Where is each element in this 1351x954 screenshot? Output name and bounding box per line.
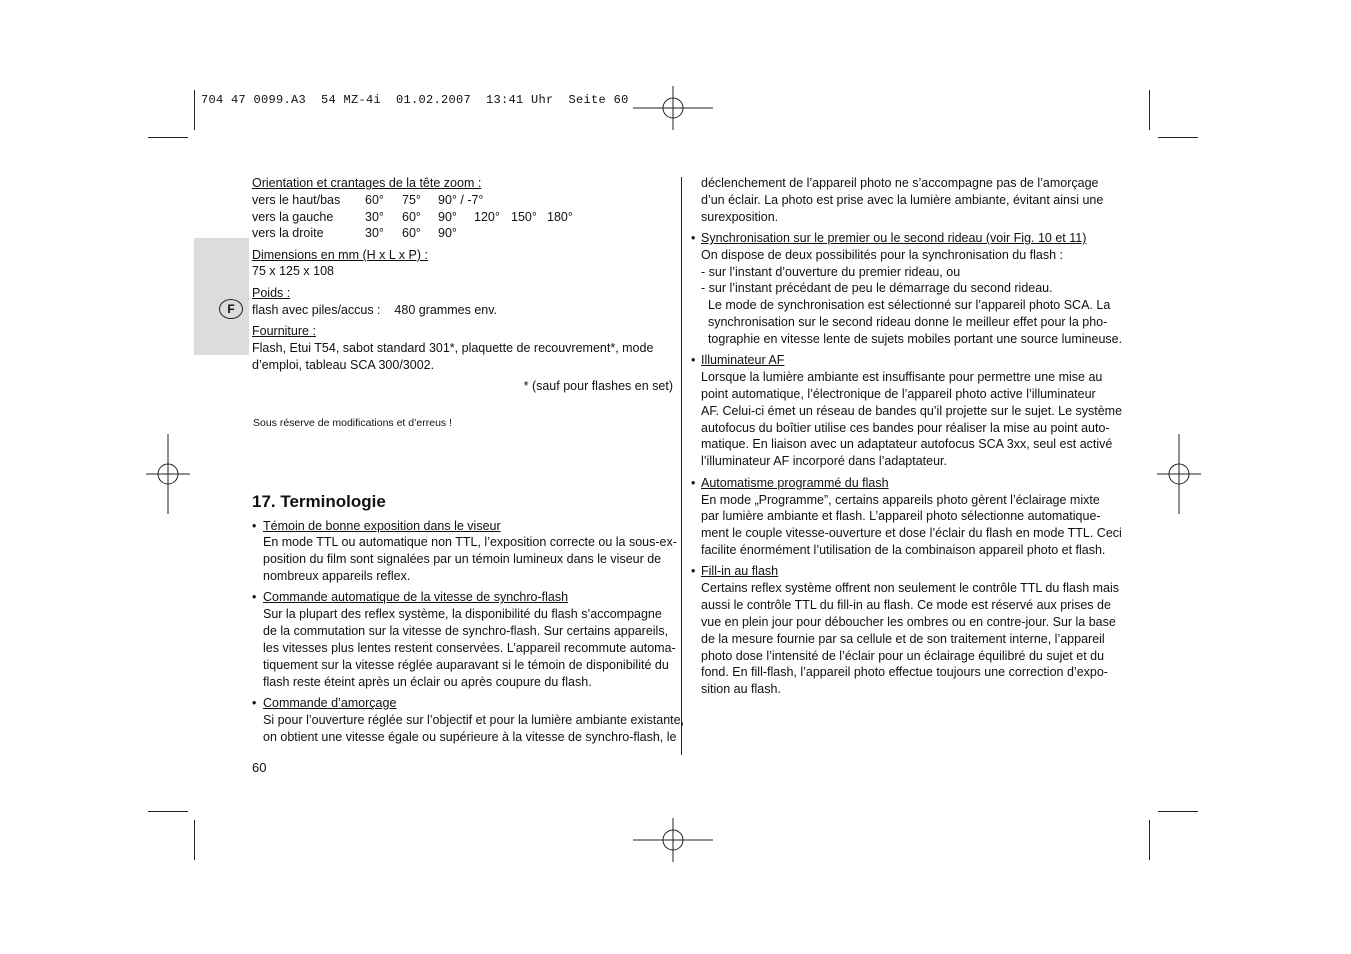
term-line: - sur l’instant précédant de peu le démarrage du second rideau. <box>701 281 1053 295</box>
crop-mark <box>1149 820 1150 860</box>
term-line: l’illuminateur AF incorporé dans l’adaptateur. <box>701 454 947 468</box>
zoom-row-label: vers la gauche <box>252 210 334 224</box>
zoom-title: Orientation et crantages de la tête zoom : <box>252 176 482 190</box>
continued-line: surexposition. <box>701 210 779 224</box>
term-line: tographie en vitesse lente de sujets mobiles portant une source lumineuse. <box>701 332 1123 346</box>
zoom-value: 90° <box>438 226 457 240</box>
footnote: * (sauf pour flashes en set) <box>523 379 673 393</box>
crop-mark <box>1158 137 1198 138</box>
zoom-value: 30° <box>365 210 384 224</box>
print-header: 704 47 0099.A3 54 MZ-4i 01.02.2007 13:41 Uhr Seite 60 <box>201 93 629 107</box>
supply-title: Fourniture : <box>252 324 316 338</box>
term-line: sition au flash. <box>701 682 781 696</box>
zoom-value: 150° <box>511 210 537 224</box>
registration-mark-bottom <box>633 818 713 862</box>
registration-mark-top <box>633 86 713 130</box>
term-line: de la mesure fournie par sa cellule et de son traitement interne, l’appareil <box>701 632 1105 646</box>
bullet: • <box>691 564 696 578</box>
term-line: - sur l’instant d’ouverture du premier rideau, ou <box>701 265 961 279</box>
crop-mark <box>194 820 195 860</box>
term-line: On dispose de deux possibilités pour la synchronisation du flash : <box>701 248 1064 262</box>
term-line: on obtient une vitesse égale ou supérieure à la vitesse de synchro-flash, le <box>263 730 677 744</box>
zoom-value: 90° <box>438 210 457 224</box>
supply-line: d’emploi, tableau SCA 300/3002. <box>252 358 435 372</box>
bullet: • <box>691 353 696 367</box>
term-title: Témoin de bonne exposition dans le viseur <box>263 519 501 533</box>
crop-mark <box>1158 811 1198 812</box>
language-badge: F <box>219 299 243 319</box>
bullet: • <box>691 476 696 490</box>
registration-mark-left <box>146 434 190 514</box>
crop-mark <box>194 90 195 130</box>
zoom-value: 90° / -7° <box>438 193 484 207</box>
term-line: nombreux appareils reflex. <box>263 569 411 583</box>
term-title: Fill-in au flash <box>701 564 779 578</box>
term-line: En mode „Programme”, certains appareils photo gèrent l’éclairage mixte <box>701 493 1100 507</box>
term-line: Le mode de synchronisation est sélectionné sur l’appareil photo SCA. La <box>701 298 1111 312</box>
term-line: les vitesses plus lentes restent conservées. L’appareil recommute automa- <box>263 641 676 655</box>
zoom-value: 60° <box>402 226 421 240</box>
term-title: Automatisme programmé du flash <box>701 476 889 490</box>
bullet: • <box>252 590 257 604</box>
term-line: Sur la plupart des reflex système, la disponibilité du flash s’accompagne <box>263 607 662 621</box>
term-line: fond. En fill-flash, l’appareil photo effectue toujours une correction d’expo- <box>701 665 1108 679</box>
reserve-note: Sous réserve de modifications et d’erreus ! <box>253 417 453 429</box>
zoom-value: 120° <box>474 210 500 224</box>
zoom-value: 60° <box>365 193 384 207</box>
term-title: Illuminateur AF <box>701 353 785 367</box>
bullet: • <box>252 696 257 710</box>
continued-line: d’un éclair. La photo est prise avec la lumière ambiante, évitant ainsi une <box>701 193 1104 207</box>
dimensions-title: Dimensions en mm (H x L x P) : <box>252 248 428 262</box>
term-line: point automatique, l’électronique de l’appareil photo active l’illuminateur <box>701 387 1096 401</box>
term-line: synchronisation sur le second rideau donne le meilleur effet pour la pho- <box>701 315 1108 329</box>
term-line: photo dose l’intensité de l’éclair pour un éclairage équilibré du sujet et du <box>701 649 1105 663</box>
crop-mark <box>148 811 188 812</box>
term-line: tiquement sur la vitesse réglée auparavant si le témoin de disponibilité du <box>263 658 669 672</box>
term-line: Lorsque la lumière ambiante est insuffisante pour permettre une mise au <box>701 370 1103 384</box>
term-title: Synchronisation sur le premier ou le second rideau (voir Fig. 10 et 11) <box>701 231 1087 245</box>
term-line: par lumière ambiante et flash. L’appareil photo sélectionne automatique- <box>701 509 1101 523</box>
term-line: matique. En liaison avec un adaptateur autofocus SCA 3xx, seul est activé <box>701 437 1113 451</box>
bullet: • <box>252 519 257 533</box>
continued-line: déclenchement de l’appareil photo ne s’accompagne pas de l’amorçage <box>701 176 1099 190</box>
term-line: de la commutation sur la vitesse de synchro-flash. Sur certains appareils, <box>263 624 669 638</box>
page-number: 60 <box>252 760 267 775</box>
term-line: ment le couple vitesse-ouverture et dose l’éclair du flash en mode TTL. Ceci <box>701 526 1122 540</box>
registration-mark-right <box>1157 434 1201 514</box>
term-line: aussi le contrôle TTL du fill-in au flash. Ce mode est réservé aux prises de <box>701 598 1111 612</box>
zoom-row-label: vers le haut/bas <box>252 193 341 207</box>
term-title: Commande d’amorçage <box>263 696 397 710</box>
column-divider <box>681 177 682 755</box>
supply-line: Flash, Etui T54, sabot standard 301*, plaquette de recouvrement*, mode <box>252 341 654 355</box>
zoom-value: 60° <box>402 210 421 224</box>
term-line: autofocus du boîtier utilise ces bandes pour réaliser la mise au point auto- <box>701 421 1110 435</box>
language-tab <box>194 238 249 355</box>
zoom-value: 30° <box>365 226 384 240</box>
term-line: position du film sont signalées par un témoin lumineux dans le viseur de <box>263 552 662 566</box>
bullet: • <box>691 231 696 245</box>
crop-mark <box>148 137 188 138</box>
term-line: Si pour l’ouverture réglée sur l’objectif et pour la lumière ambiante existante, <box>263 713 685 727</box>
term-line: Certains reflex système offrent non seulement le contrôle TTL du flash mais <box>701 581 1120 595</box>
zoom-value: 75° <box>402 193 421 207</box>
crop-mark <box>1149 90 1150 130</box>
weight-value: flash avec piles/accus : 480 grammes env. <box>252 303 498 317</box>
term-line: facilite énormément l’utilisation de la combinaison appareil photo et flash. <box>701 543 1106 557</box>
section-title: 17. Terminologie <box>252 492 386 511</box>
term-title: Commande automatique de la vitesse de synchro-flash <box>263 590 569 604</box>
term-line: flash reste éteint après un éclair ou après coupure du flash. <box>263 675 592 689</box>
zoom-row-label: vers la droite <box>252 226 324 240</box>
dimensions-value: 75 x 125 x 108 <box>252 264 335 278</box>
term-line: vue en plein jour pour déboucher les ombres ou en contre-jour. Sur la base <box>701 615 1116 629</box>
term-line: AF. Celui-ci émet un réseau de bandes qu’il projette sur le sujet. Le système <box>701 404 1123 418</box>
zoom-value: 180° <box>547 210 573 224</box>
term-line: En mode TTL ou automatique non TTL, l’exposition correcte ou la sous-ex- <box>263 535 677 549</box>
weight-title: Poids : <box>252 286 291 300</box>
